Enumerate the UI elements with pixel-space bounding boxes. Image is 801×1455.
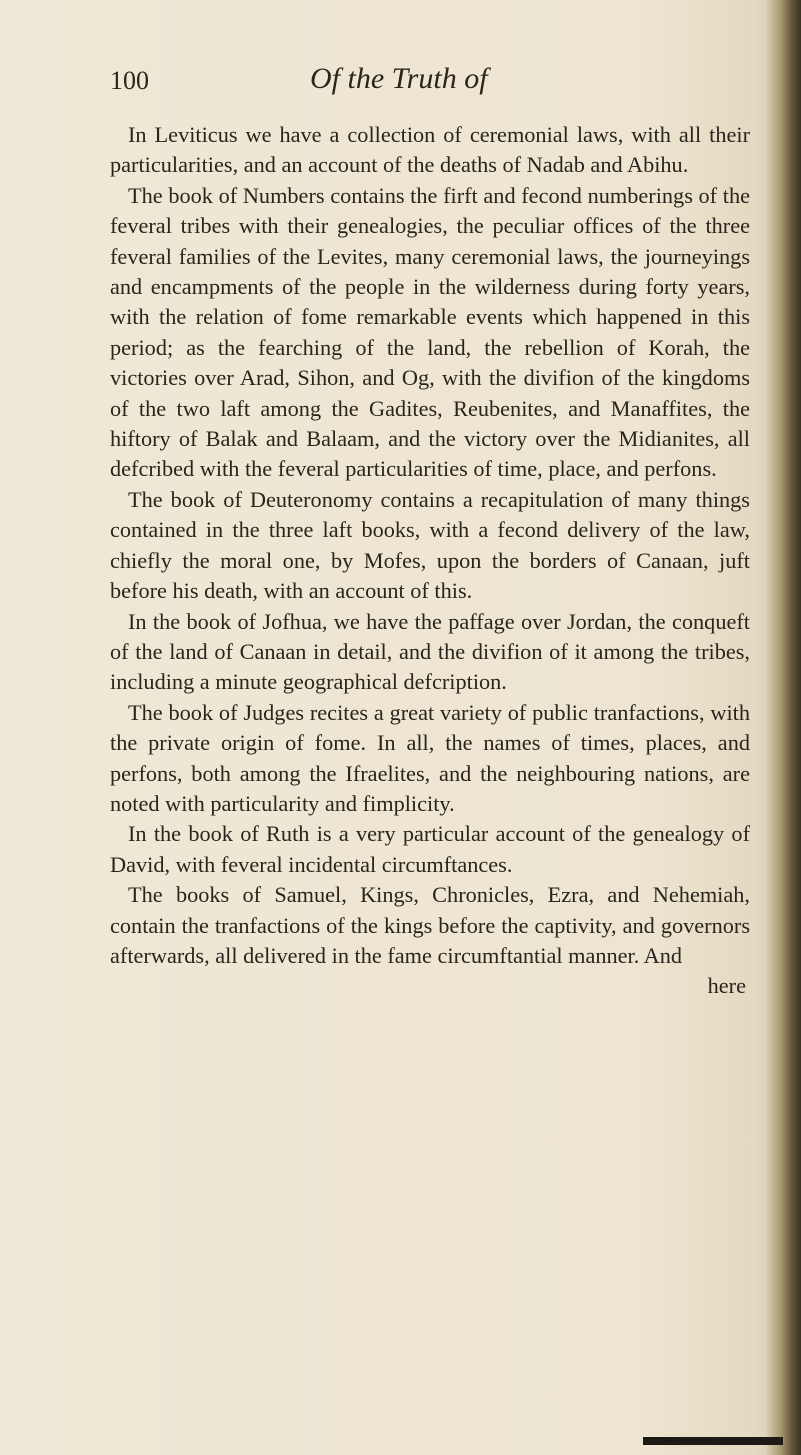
paragraph-samuel-kings: The books of Samuel, Kings, Chronicles, Ezra, and Nehemiah, contain the tranfactions of the kings before the captivity, and governors afterwards, all delivered in the fame circumftantial manner. And: [110, 882, 750, 968]
paragraph-leviticus: In Leviticus we have a collection of ceremonial laws, with all their particularities, and an account of the deaths of Nadab and Abihu.: [110, 122, 750, 178]
page-gutter-shadow: [767, 0, 801, 1455]
page-number: 100: [110, 66, 149, 95]
bottom-edge-mark: [643, 1437, 783, 1445]
paragraph-judges: The book of Judges recites a great variety of public tranfactions, with the private origin of fome. In all, the names of times, places, and perfons, both among the Ifraelites, and the neighbouring nations, are noted with particularity and fimplicity.: [110, 699, 750, 816]
running-head: [110, 62, 750, 102]
running-title: Of the Truth of: [310, 62, 488, 95]
catchword: here: [707, 973, 746, 999]
paragraph-deuteronomy: The book of Deuteronomy contains a recapitulation of many things contained in the three laft books, with a fecond delivery of the law, chiefly the moral one, by Mofes, upon the borders of Canaan, juft before his death, with an account of this.: [110, 486, 750, 604]
paragraph-joshua: In the book of Jofhua, we have the paffage over Jordan, the conqueft of the land of Canaan in detail, and the divifion of it among the tribes, including a minute geographical defcription.: [110, 608, 750, 695]
paragraph-numbers: The book of Numbers contains the firft and fecond numberings of the feveral tribes with their genealogies, the peculiar offices of the three feveral families of the Levites, many ceremonial laws, the journeyings and encampments of the people in the wilderness during forty years, with the relation of fome remarkable events which happened in this period; as the fearching of the land, the rebellion of Korah, the victories over Arad, Sihon, and Og, with the divifion of the kingdoms of the two laft among the Gadites, Reubenites, and Manaffites, the hiftory of Balak and Balaam, and the victory over the Midianites, all defcribed with the feveral particularities of time, place, and perfons.: [110, 182, 750, 482]
paragraph-ruth: In the book of Ruth is a very particular account of the genealogy of David, with feveral incidental circumftances.: [110, 821, 750, 877]
body-text: [110, 120, 750, 1002]
